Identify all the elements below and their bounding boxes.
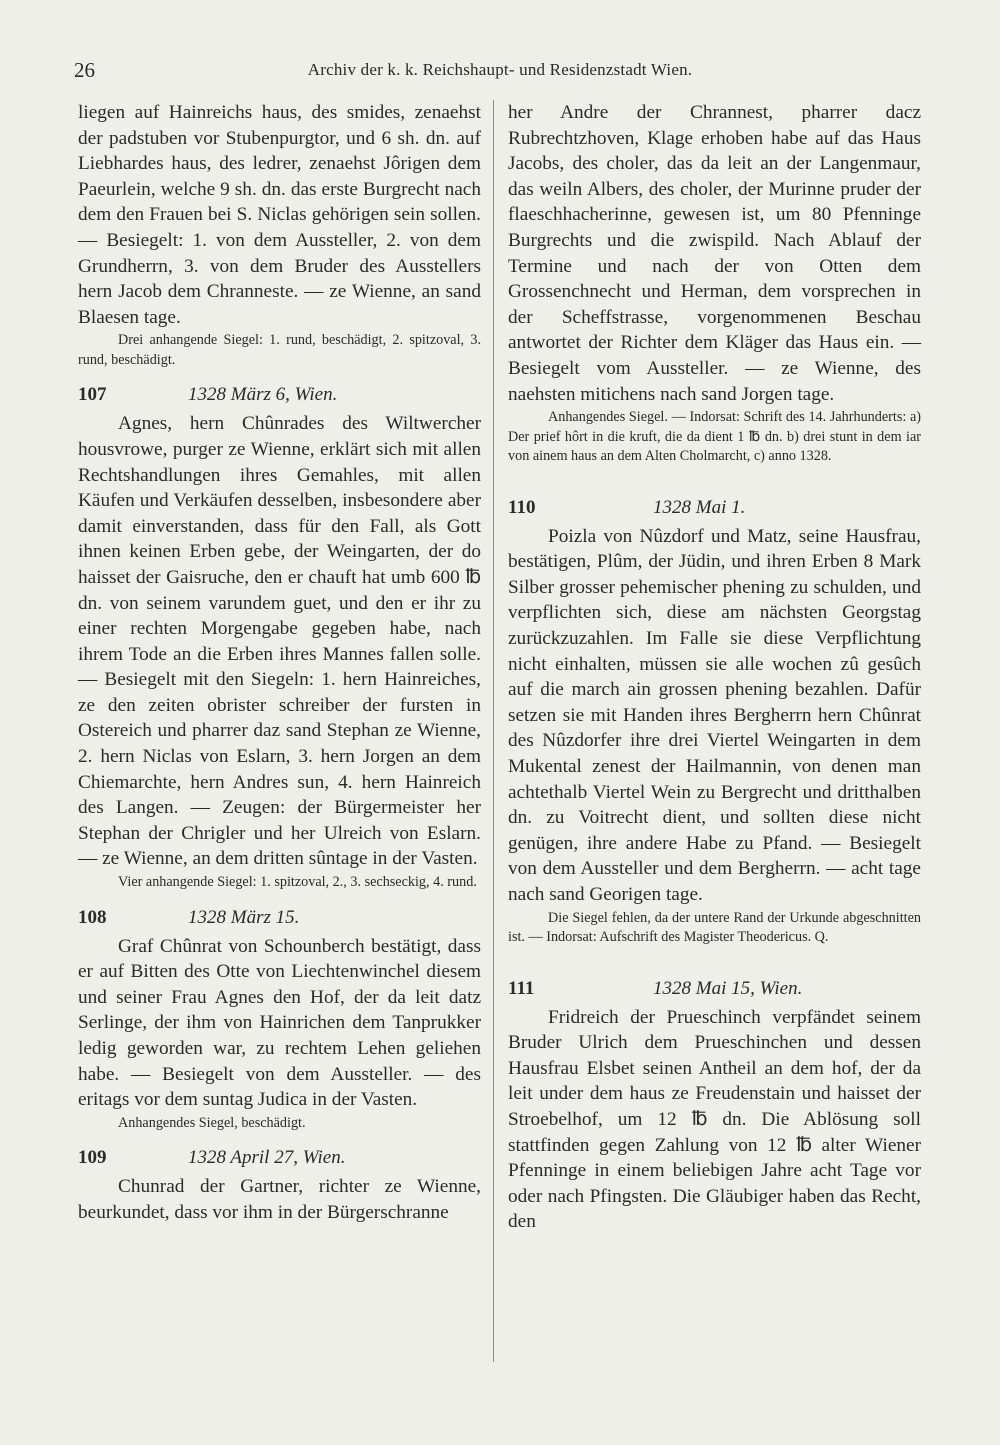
entry-number: 111: [508, 977, 535, 999]
seal-note: Anhangendes Siegel. — Indorsat: Schrift des 14. Jahrhunderts: a) Der prief hôrt in die kruft, die da dient 1 ℔ dn. b) drei stunt in dem iar von ainem haus an dem Alten Cholmarcht, c) anno 1328.: [508, 409, 921, 465]
continued-text: her Andre der Chrannest, pharrer dacz Rubrechtzhoven, Klage erhoben habe auf das Haus Jacobs, des choler, das da leit an der Langenmaur, das weiln Albers, des choler, der Murinne pruder der flaeschhacherinne, gewesen ist, um 80 Pfenninge Burgrechts und die zwispild. Nach Ablauf der Termine und nach der von Otten dem Grossenchnecht und Herman, dem vorsprechen in der Scheffstrasse, vorgenommenen Beschau antwortet der Richter dem Kläger das Haus ein. — Besiegelt vom Aussteller. — ze Wienne, des naehsten mitichens nach sand Jorgen tage.: [508, 102, 921, 405]
entry-heading-107: [78, 380, 481, 407]
section-gap: [508, 948, 921, 964]
entry-number: 108: [78, 906, 107, 928]
section-gap: [508, 467, 921, 483]
entry-body: Chunrad der Gartner, richter ze Wienne, beurkundet, dass vor ihm in der Bürgerschranne: [78, 1176, 481, 1223]
column-divider: [493, 100, 494, 1362]
entry-body: Poizla von Nûzdorf und Matz, seine Hausfrau, bestätigen, Plûm, der Jüdin, und ihren Erben 8 Mark Silber grosser pehemischer phening zu schulden, und verpflichten sich, diese am nächsten Georgstag zurückzuzahlen. Im Falle sie diese Verpflichtung nicht einhalten, müssen sie alle wochen zû gesûch auf die march ain grossen phening bezahlen. Dafür setzen sie mit Handen ihres Bergherrn hern Chûnrat des Nûzdorfer ihre drei Viertel Weingarten in dem Mukental zenest der Hailmannin, von denen man achtethalb Viertel Wein zu Bergrecht und dritthalben dn. zu Voitrecht dient, und sollten diese nicht genügen, ihre andere Habe zu Pfand. — Besiegelt von dem Aussteller und dem Bergherrn. — acht tage nach sand Georigen tage.: [508, 525, 921, 905]
entry-heading-109: [78, 1143, 481, 1170]
seal-note: Die Siegel fehlen, da der untere Rand der Urkunde abgeschnitten ist. — Indorsat: Aufschrift des Magister Theodericus. Q.: [508, 909, 921, 946]
entry-body: Agnes, hern Chûnrades des Wiltwercher housvrowe, purger ze Wienne, erklärt sich mit allen Rechtshandlungen ihres Gemahles, mit allen Käufen und Verkäufen desselben, insbesondere aber damit einverstanden, dass für den Fall, als Gott ihnen keinen Erben gebe, der Weingarten, der do haisset der Gaisruche, den er chauft hat umb 600 ℔ dn. von seinem varundem guet, und den er ihr zu einer rechten Morgengabe gegeben habe, nach ihrem Tode an die Erben ihres Mannes fallen solle. — Besiegelt mit den Siegeln: 1. hern Hainreiches, ze den zeiten obrister schreiber der fursten in Ostereich und pharrer daz sand Stephan ze Wienne, 2. hern Niclas von Eslarn, 3. hern Jorgen an dem Chiemarchte, hern Andres sun, 4. hern Hainreich des Langen. — Zeugen: der Bürgermeister her Stephan der Chrigler und her Ulreich von Eslarn. — ze Wienne, an dem dritten sûntage in der Vasten.: [78, 413, 481, 870]
entry-date: 1328 März 15.: [188, 906, 300, 928]
page-number: 26: [74, 58, 95, 82]
seal-note: Drei anhangende Siegel: 1. rund, beschädigt, 2. spitzoval, 3. rund, beschädigt.: [78, 332, 481, 368]
left-column: [78, 100, 481, 1225]
entry-heading-108: [78, 903, 481, 930]
entry-date: 1328 Mai 15, Wien.: [653, 977, 803, 999]
continued-text: liegen auf Hainreichs haus, des smides, zenaehst der padstuben vor Stubenpurgtor, und 6 sh. dn. auf Liebhardes haus, des ledrer, zenaehst Jôrigen dem Paeurlein, welche 9 sh. dn. das erste Burgrecht nach dem den Frauen bei S. Niclas gehörigen sein sollen. — Besiegelt: 1. von dem Aussteller, 2. von dem Grundherrn, 3. von dem Bruder des Ausstellers hern Jacob dem Chranneste. — ze Wienne, an sand Blaesen tage.: [78, 102, 481, 328]
entry-date: 1328 Mai 1.: [653, 496, 746, 518]
running-title: Archiv der k. k. Reichshaupt- und Residenzstadt Wien.: [307, 60, 693, 79]
entry-date: 1328 März 6, Wien.: [188, 384, 338, 406]
page-header: [74, 58, 926, 88]
entry-number: 109: [78, 1147, 107, 1169]
seal-note: Vier anhangende Siegel: 1. spitzoval, 2., 3. sechseckig, 4. rund.: [118, 874, 477, 891]
right-column: [508, 100, 921, 1235]
entry-number: 110: [508, 496, 536, 518]
entry-date: 1328 April 27, Wien.: [188, 1147, 346, 1169]
seal-note: Anhangendes Siegel, beschädigt.: [118, 1114, 306, 1131]
entry-number: 107: [78, 384, 107, 406]
entry-heading-111: [508, 974, 921, 1001]
entry-body: Fridreich der Prueschinch verpfändet seinem Bruder Ulrich dem Prueschinchen und dessen Hausfrau Elsbet seinen Antheil an dem hof, der da leit under dem haus ze Freudenstain und haisset der Stroebelhof, um 12 ℔ dn. Die Ablösung soll stattfinden gegen Zahlung von 12 ℔ alter Wiener Pfenninge in einem beliebigen Jahre acht Tage vor oder nach Pfingsten. Die Gläubiger haben das Recht, den: [508, 1006, 921, 1233]
entry-heading-110: [508, 493, 921, 520]
entry-body: Graf Chûnrat von Schounberch bestätigt, dass er auf Bitten des Otte von Liechtenwinchel diesem und seiner Frau Agnes den Hof, der da leit datz Serlinge, der ihm von Hainrichen dem Tanprukker ledig geworden war, zu rechtem Lehen geliehen habe. — Besiegelt von dem Aussteller. — des eritags vor dem suntag Judica in der Vasten.: [78, 935, 481, 1111]
